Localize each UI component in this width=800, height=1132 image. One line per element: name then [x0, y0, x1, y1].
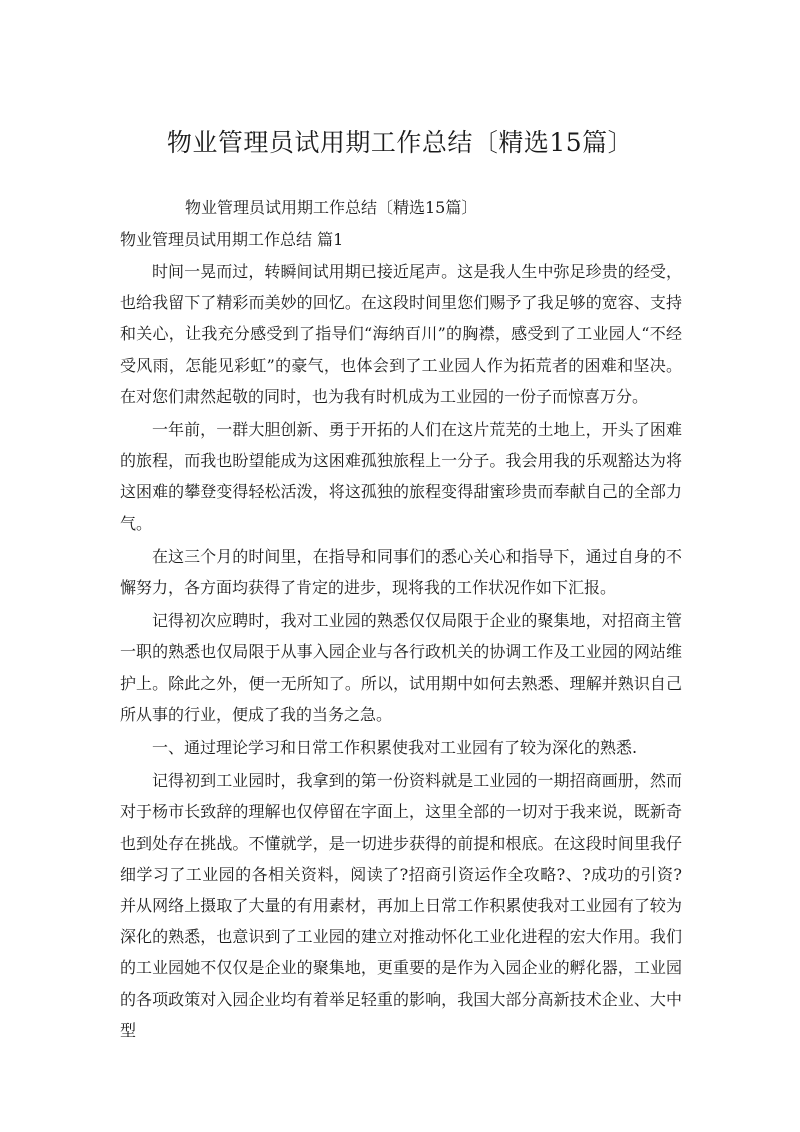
document-title: 物业管理员试用期工作总结〔精选15篇〕: [166, 128, 634, 157]
section-heading: 物业管理员试用期工作总结 篇1: [120, 230, 344, 249]
body-text: [120, 256, 682, 1046]
paragraph-3: 在这三个月的时间里，在指导和同事们的悉心关心和指导下，通过自身的不懈努力，各方面均获得了肯定的进步，现将我的工作状况作如下汇报。: [120, 546, 682, 598]
paragraph-5: 一、通过理论学习和日常工作积累使我对工业园有了较为深化的熟悉.: [152, 738, 638, 758]
paragraph-6: 记得初到工业园时，我拿到的第一份资料就是工业园的一期招商画册，然而对于杨市长致辞的理解也仅停留在字面上，这里全部的一切对于我来说，既新奇也到处存在挑战。不懂就学，是一切进步获得的前提和根底。在这段时间里我仔细学习了工业园的各相关资料，阅读了?招商引资运作全攻略?、?成功的引资?并从网络上摄取了大量的有用素材，再加上日常工作积累使我对工业园有了较为深化的熟悉，也意识到了工业园的建立对推动怀化工业化进程的宏大作用。我们的工业园她不仅仅是企业的聚集地，更重要的是作为入园企业的孵化器，工业园的各项政策对入园企业均有着举足轻重的影响，我国大部分高新技术企业、大中型: [120, 771, 682, 1040]
paragraph-4: 记得初次应聘时，我对工业园的熟悉仅仅局限于企业的聚集地，对招商主管一职的熟悉也仅局限于从事入园企业与各行政机关的协调工作及工业园的网站维护上。除此之外，便一无所知了。所以，试用期中如何去熟悉、理解并熟识自己所从事的行业，便成了我的当务之急。: [120, 611, 682, 724]
document-subtitle: 物业管理员试用期工作总结〔精选15篇〕: [185, 198, 478, 217]
paragraph-1: 时间一晃而过，转瞬间试用期已接近尾声。这是我人生中弥足珍贵的经受，也给我留下了精彩而美妙的回忆。在这段时间里您们赐予了我足够的宽容、支持和关心，让我充分感受到了指导们“海纳百川”的胸襟，感受到了工业园人“不经受风雨，怎能见彩虹”的豪气，也体会到了工业园人作为拓荒者的困难和坚决。在对您们肃然起敬的同时，也为我有时机成为工业园的一份子而惊喜万分。: [120, 262, 682, 406]
paragraph-2: 一年前，一群大胆创新、勇于开拓的人们在这片荒芜的土地上，开头了困难的旅程，而我也盼望能成为这困难孤独旅程上一分子。我会用我的乐观豁达为将这困难的攀登变得轻松活泼，将这孤独的旅程变得甜蜜珍贵而奉献自己的全部力气。: [120, 420, 682, 533]
